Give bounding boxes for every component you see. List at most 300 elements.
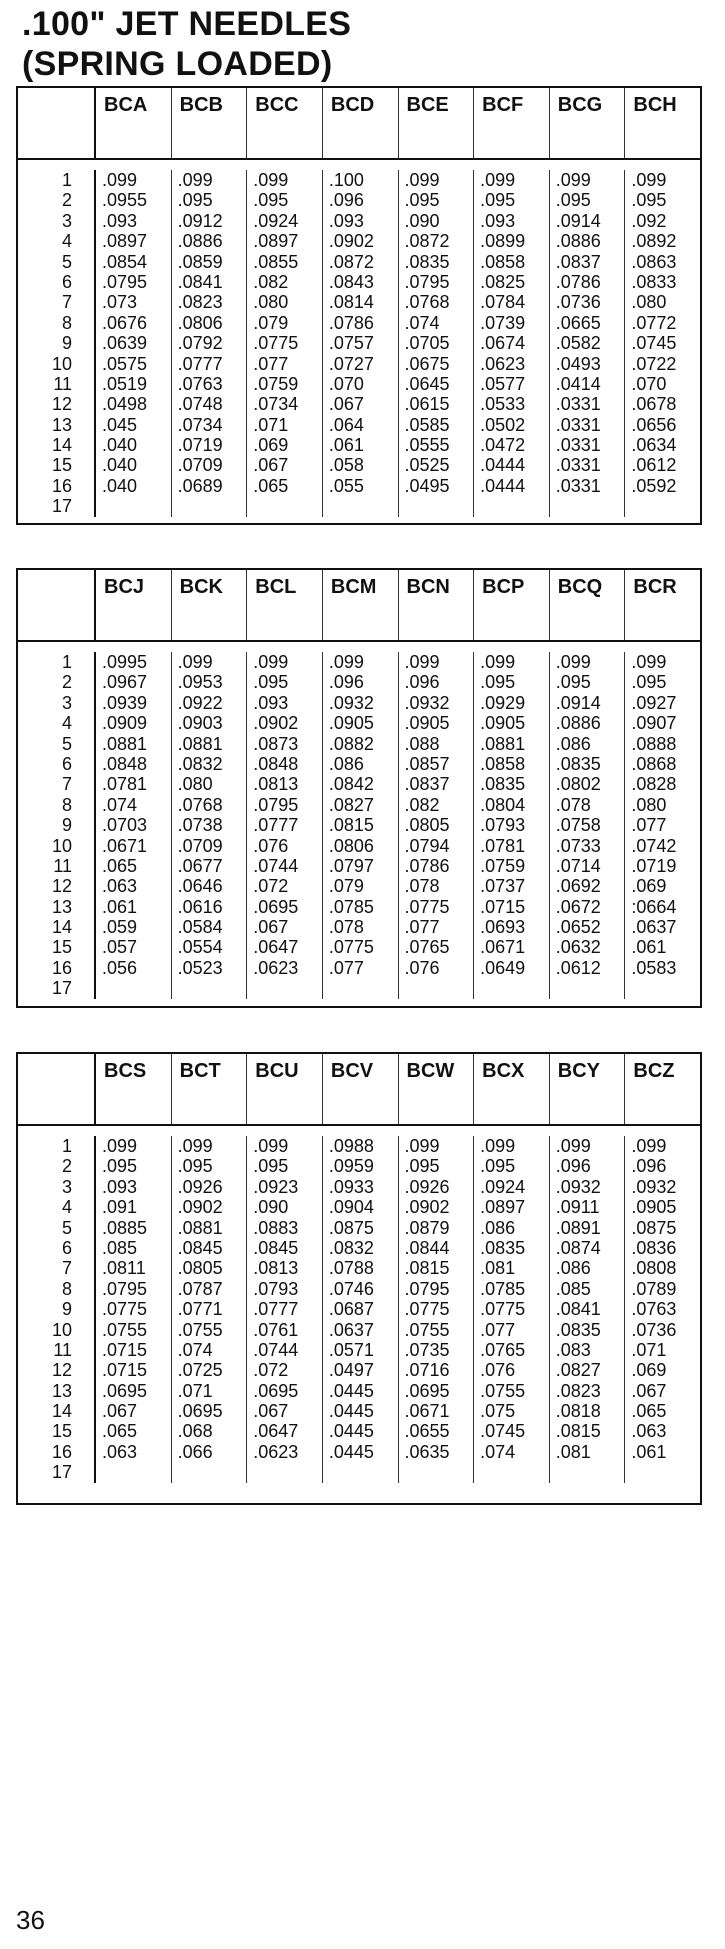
table-cell: .055 xyxy=(328,475,364,496)
table-cell: .0808 xyxy=(631,1258,677,1279)
data-column xyxy=(474,1136,550,1483)
data-column xyxy=(625,170,700,517)
column-header: BCD xyxy=(323,88,399,158)
table-cell: .0815 xyxy=(328,815,374,836)
table-cell: .076 xyxy=(480,1360,516,1381)
table-cell: .0883 xyxy=(253,1217,299,1238)
column-header: BCR xyxy=(633,576,677,598)
table-cell: .0768 xyxy=(404,292,450,313)
table-cell: .0927 xyxy=(631,692,677,713)
table-cell: .071 xyxy=(177,1380,213,1401)
table-cell: .0554 xyxy=(177,937,223,958)
table-cell: .0687 xyxy=(328,1299,374,1320)
table-cell: .065 xyxy=(102,855,138,876)
table-cell: .0823 xyxy=(177,292,223,313)
data-column xyxy=(172,1136,248,1483)
column-header: BCP xyxy=(474,570,550,640)
table-cell: .0785 xyxy=(328,896,374,917)
table-cell: .0792 xyxy=(177,333,223,354)
table-cell: .067 xyxy=(102,1401,138,1422)
table-cell: .063 xyxy=(631,1421,667,1442)
table-cell: .0733 xyxy=(555,835,601,856)
column-header: BCQ xyxy=(550,570,626,640)
table-cell: .056 xyxy=(102,957,138,978)
table-cell: .0714 xyxy=(555,855,601,876)
table-cell: .088 xyxy=(404,733,440,754)
table-cell: .0813 xyxy=(253,774,299,795)
table-cell: .085 xyxy=(555,1278,591,1299)
table-cell: .096 xyxy=(328,672,364,693)
table-cell: .0806 xyxy=(177,312,223,333)
table-cell: .0493 xyxy=(555,353,601,374)
data-column xyxy=(172,652,248,999)
table-cell: .0692 xyxy=(555,876,601,897)
data-column xyxy=(399,170,475,517)
table-cell: .0842 xyxy=(328,774,374,795)
table-cell: .0874 xyxy=(555,1237,601,1258)
table-cell: .067 xyxy=(253,917,289,938)
table-cell: .0695 xyxy=(253,896,299,917)
table-cell: .0632 xyxy=(555,937,601,958)
table-cell: .099 xyxy=(480,170,516,190)
table-cell: .0848 xyxy=(253,753,299,774)
table-cell: .0759 xyxy=(253,373,299,394)
table-cell: .0715 xyxy=(102,1360,148,1381)
table-cell: .0742 xyxy=(631,835,677,856)
table-cell: .095 xyxy=(253,190,289,211)
column-header: BCZ xyxy=(633,1060,675,1082)
table-cell xyxy=(323,496,398,516)
table-cell: .0768 xyxy=(177,794,223,815)
table-cell: .0795 xyxy=(102,1278,148,1299)
table-cell: .069 xyxy=(631,1360,667,1381)
table-cell: .066 xyxy=(177,1441,213,1462)
table-cell: .0923 xyxy=(253,1176,299,1197)
row-number: 3 xyxy=(61,210,72,231)
table-cell: .0833 xyxy=(631,271,677,292)
table-cell: .0763 xyxy=(631,1299,677,1320)
table-cell xyxy=(96,978,171,998)
table-cell: .065 xyxy=(253,475,289,496)
table-cell: .0843 xyxy=(328,271,374,292)
table-cell: .0525 xyxy=(404,455,450,476)
table-cell: .0727 xyxy=(328,353,374,374)
row-number: 6 xyxy=(61,753,72,774)
table-cell: .0859 xyxy=(177,251,223,272)
table-cell: .0781 xyxy=(102,774,148,795)
row-number: 17 xyxy=(51,496,72,517)
table-cell: .0872 xyxy=(404,231,450,252)
table-cell xyxy=(550,978,625,998)
table-cell: .0932 xyxy=(555,1176,601,1197)
table-cell: .0612 xyxy=(631,455,677,476)
table-cell: .0837 xyxy=(555,251,601,272)
table-cell: .0835 xyxy=(555,753,601,774)
table-cell: .0886 xyxy=(555,231,601,252)
table-cell: .0755 xyxy=(177,1319,223,1340)
row-number: 14 xyxy=(51,917,72,938)
table-cell: .0955 xyxy=(102,190,148,211)
row-number: 2 xyxy=(61,672,72,693)
table-cell: .0828 xyxy=(631,774,677,795)
table-cell: .0788 xyxy=(328,1258,374,1279)
table-cell: .0922 xyxy=(177,692,223,713)
column-header: BCS xyxy=(96,1054,172,1124)
table-cell: .086 xyxy=(328,753,364,774)
table-cell: .099 xyxy=(253,652,289,672)
table-cell xyxy=(399,1462,474,1482)
table-cell: .0835 xyxy=(404,251,450,272)
table-cell: .061 xyxy=(328,435,364,456)
table-cell: .0623 xyxy=(480,353,526,374)
table-cell: .095 xyxy=(555,672,591,693)
data-column xyxy=(474,652,550,999)
table-cell: .093 xyxy=(253,692,289,713)
table-cell: .0926 xyxy=(404,1176,450,1197)
row-number: 9 xyxy=(61,815,72,836)
table-cell: .0738 xyxy=(177,815,223,836)
table-header xyxy=(18,1054,700,1126)
row-number: 8 xyxy=(61,794,72,815)
column-header: BCW xyxy=(399,1054,475,1124)
table-cell: .095 xyxy=(404,1156,440,1177)
column-header: BCF xyxy=(474,88,550,158)
row-number: 10 xyxy=(51,835,72,856)
row-number: 6 xyxy=(61,271,72,292)
table-cell: .0789 xyxy=(631,1278,677,1299)
table-cell: .0665 xyxy=(555,312,601,333)
table-cell: .0748 xyxy=(177,394,223,415)
table-cell: .0888 xyxy=(631,733,677,754)
table-cell: .0444 xyxy=(480,455,526,476)
table-cell: .0837 xyxy=(404,774,450,795)
table-cell: .0902 xyxy=(177,1197,223,1218)
row-number: 4 xyxy=(61,231,72,252)
row-number: 2 xyxy=(61,1156,72,1177)
row-number: 16 xyxy=(51,1441,72,1462)
table-cell: .0786 xyxy=(555,271,601,292)
table-cell: .0875 xyxy=(631,1217,677,1238)
data-column xyxy=(96,170,172,517)
data-column xyxy=(247,170,323,517)
table-cell: .0858 xyxy=(480,251,526,272)
table-cell: .081 xyxy=(555,1441,591,1462)
data-column xyxy=(323,1136,399,1483)
table-cell: .0623 xyxy=(253,1441,299,1462)
table-cell: .0645 xyxy=(404,373,450,394)
table-cell: .0703 xyxy=(102,815,148,836)
row-number-column xyxy=(18,1136,96,1483)
column-header: BCH xyxy=(633,94,677,116)
table-cell: .095 xyxy=(404,190,440,211)
column-header: BCM xyxy=(323,570,399,640)
table-cell: .090 xyxy=(404,210,440,231)
table-cell: .0813 xyxy=(253,1258,299,1279)
table-cell: .0639 xyxy=(102,333,148,354)
table-cell: .0804 xyxy=(480,794,526,815)
table-cell: .0932 xyxy=(404,692,450,713)
table-cell: .0781 xyxy=(480,835,526,856)
table-cell: .0905 xyxy=(480,713,526,734)
table-cell: .0911 xyxy=(555,1197,600,1218)
table-cell: .0881 xyxy=(480,733,526,754)
jet-needle-table-2 xyxy=(16,568,702,1008)
table-cell: .069 xyxy=(631,876,667,897)
table-cell: .0775 xyxy=(253,333,299,354)
table-cell: .0832 xyxy=(328,1237,374,1258)
table-cell: .0912 xyxy=(177,210,223,231)
table-cell: .0897 xyxy=(102,231,148,252)
table-cell: .0695 xyxy=(404,1380,450,1401)
table-cell: .0719 xyxy=(177,435,223,456)
table-cell: .099 xyxy=(253,170,289,190)
row-number: 15 xyxy=(51,937,72,958)
table-cell: .064 xyxy=(328,414,364,435)
table-cell: .0616 xyxy=(177,896,223,917)
table-cell: .086 xyxy=(555,733,591,754)
table-cell: .0905 xyxy=(328,713,374,734)
row-number: 12 xyxy=(51,394,72,415)
table-cell: .076 xyxy=(253,835,289,856)
table-cell: .077 xyxy=(253,353,289,374)
row-number: 10 xyxy=(51,1319,72,1340)
table-cell: .0914 xyxy=(555,210,601,231)
table-cell: .0848 xyxy=(102,753,148,774)
table-cell: .095 xyxy=(480,190,516,211)
table-cell: .099 xyxy=(177,652,213,672)
table-cell: .0924 xyxy=(253,210,299,231)
table-cell: .0755 xyxy=(480,1380,526,1401)
row-number: 9 xyxy=(61,333,72,354)
table-cell: .0623 xyxy=(253,957,299,978)
table-cell: .0988 xyxy=(328,1136,374,1156)
table-cell: .0761 xyxy=(253,1319,299,1340)
table-cell: .0775 xyxy=(404,896,450,917)
table-cell: .0932 xyxy=(328,692,374,713)
table-cell: .0793 xyxy=(480,815,526,836)
row-number: 6 xyxy=(61,1237,72,1258)
page-title xyxy=(22,4,351,84)
table-cell: .095 xyxy=(555,190,591,211)
column-header: BCV xyxy=(323,1054,399,1124)
table-cell: .095 xyxy=(631,672,667,693)
table-cell: .0795 xyxy=(102,271,148,292)
table-cell: .074 xyxy=(177,1339,213,1360)
table-cell: .0903 xyxy=(177,713,223,734)
table-cell xyxy=(474,978,549,998)
table-cell: .0777 xyxy=(253,1299,299,1320)
table-cell: .0832 xyxy=(177,753,223,774)
table-cell: .0519 xyxy=(102,373,148,394)
table-cell: .0929 xyxy=(480,692,526,713)
table-cell: .0615 xyxy=(404,394,450,415)
column-header: BCC xyxy=(247,88,323,158)
row-number: 1 xyxy=(61,1136,72,1156)
table-cell: .0647 xyxy=(253,1421,299,1442)
table-cell: .0678 xyxy=(631,394,677,415)
row-number: 12 xyxy=(51,1360,72,1381)
table-cell: .073 xyxy=(102,292,138,313)
table-cell: .067 xyxy=(328,394,364,415)
table-cell: :0664 xyxy=(631,896,677,917)
table-cell: .0737 xyxy=(480,876,526,897)
table-cell xyxy=(172,496,247,516)
table-cell: .068 xyxy=(177,1421,213,1442)
table-cell: .0695 xyxy=(177,1401,223,1422)
table-cell: .077 xyxy=(328,957,364,978)
table-cell: .0892 xyxy=(631,231,677,252)
table-cell xyxy=(550,1462,625,1482)
table-cell: .0709 xyxy=(177,455,223,476)
table-cell: .0765 xyxy=(404,937,450,958)
row-number: 5 xyxy=(61,733,72,754)
table-cell: .091 xyxy=(102,1197,138,1218)
table-cell: .071 xyxy=(631,1339,667,1360)
row-number: 9 xyxy=(61,1299,72,1320)
row-number: 3 xyxy=(61,1176,72,1197)
table-cell: .099 xyxy=(480,1136,516,1156)
row-number: 17 xyxy=(51,978,72,999)
table-cell: .0904 xyxy=(328,1197,374,1218)
row-number: 4 xyxy=(61,713,72,734)
data-column xyxy=(96,652,172,999)
table-cell xyxy=(247,978,322,998)
table-cell: .0695 xyxy=(102,1380,148,1401)
table-cell xyxy=(399,978,474,998)
table-cell: .0814 xyxy=(328,292,374,313)
title-line-2: (SPRING LOADED) xyxy=(22,45,333,83)
table-cell: .090 xyxy=(253,1197,289,1218)
table-cell: .0787 xyxy=(177,1278,223,1299)
table-cell: .072 xyxy=(253,876,289,897)
table-cell xyxy=(172,1462,247,1482)
table-cell: .0677 xyxy=(177,855,223,876)
table-cell xyxy=(625,978,700,998)
table-cell: .0795 xyxy=(404,1278,450,1299)
table-cell: .0757 xyxy=(328,333,374,354)
table-cell: .083 xyxy=(555,1339,591,1360)
row-number: 2 xyxy=(61,190,72,211)
table-cell: .099 xyxy=(404,170,440,190)
table-cell: .0734 xyxy=(177,414,223,435)
table-cell: .0886 xyxy=(555,713,601,734)
table-cell: .099 xyxy=(555,1136,591,1156)
table-cell: .077 xyxy=(404,917,440,938)
table-cell: .0755 xyxy=(102,1319,148,1340)
table-cell xyxy=(474,496,549,516)
table-cell: .071 xyxy=(253,414,289,435)
table-cell: .0695 xyxy=(253,1380,299,1401)
table-cell: .0795 xyxy=(404,271,450,292)
table-cell: .0498 xyxy=(102,394,148,415)
table-cell: .0722 xyxy=(631,353,677,374)
column-header: BCX xyxy=(474,1054,550,1124)
table-cell: .0805 xyxy=(177,1258,223,1279)
table-cell: .0634 xyxy=(631,435,677,456)
table-cell: .095 xyxy=(631,190,667,211)
table-cell: .096 xyxy=(328,190,364,211)
table-cell: .0755 xyxy=(404,1319,450,1340)
table-cell: .069 xyxy=(253,435,289,456)
table-cell xyxy=(247,496,322,516)
column-header: BCE xyxy=(399,88,475,158)
table-cell: .099 xyxy=(555,652,591,672)
data-column xyxy=(550,652,626,999)
table-cell: .0649 xyxy=(480,957,526,978)
table-cell: .0775 xyxy=(480,1299,526,1320)
table-cell: .0734 xyxy=(253,394,299,415)
table-header xyxy=(18,88,700,160)
data-column xyxy=(625,652,700,999)
table-cell: .099 xyxy=(631,170,667,190)
table-cell: .0905 xyxy=(404,713,450,734)
table-cell: .079 xyxy=(253,312,289,333)
table-cell: .0637 xyxy=(631,917,677,938)
table-cell: .0914 xyxy=(555,692,601,713)
table-cell: .0905 xyxy=(631,1197,677,1218)
table-body xyxy=(18,642,700,999)
table-cell: .0885 xyxy=(102,1217,148,1238)
table-cell: .0745 xyxy=(480,1421,526,1442)
table-cell: .080 xyxy=(631,292,667,313)
table-cell: .0575 xyxy=(102,353,148,374)
table-cell: .0902 xyxy=(253,713,299,734)
table-cell: .099 xyxy=(631,1136,667,1156)
table-cell: .0693 xyxy=(480,917,526,938)
row-number: 11 xyxy=(53,1339,72,1360)
table-cell: .0671 xyxy=(102,835,148,856)
table-cell: .065 xyxy=(102,1421,138,1442)
table-cell: .0676 xyxy=(102,312,148,333)
column-header: BCU xyxy=(247,1054,323,1124)
table-cell: .0736 xyxy=(555,292,601,313)
table-cell: .0835 xyxy=(480,774,526,795)
data-column xyxy=(323,652,399,999)
table-cell xyxy=(625,1462,700,1482)
table-cell: .099 xyxy=(177,1136,213,1156)
data-column xyxy=(550,170,626,517)
table-cell: .063 xyxy=(102,1441,138,1462)
jet-needle-table-1 xyxy=(16,86,702,525)
column-header: BCG xyxy=(550,88,626,158)
table-cell: .0612 xyxy=(555,957,601,978)
table-cell: .0995 xyxy=(102,652,148,672)
row-number-column xyxy=(18,652,96,999)
table-cell: .0331 xyxy=(555,435,601,456)
table-cell xyxy=(550,496,625,516)
table-cell: .085 xyxy=(102,1237,138,1258)
table-cell: .0775 xyxy=(328,937,374,958)
row-number: 4 xyxy=(61,1197,72,1218)
table-cell: .080 xyxy=(631,794,667,815)
table-cell: .081 xyxy=(480,1258,516,1279)
table-cell: .0806 xyxy=(328,835,374,856)
table-cell: .082 xyxy=(253,271,289,292)
table-cell: .0671 xyxy=(480,937,526,958)
table-cell: .070 xyxy=(631,373,667,394)
table-cell: .0758 xyxy=(555,815,601,836)
row-label-header xyxy=(18,88,96,158)
table-cell: .0445 xyxy=(328,1380,374,1401)
row-number: 7 xyxy=(61,292,72,313)
table-cell: .0879 xyxy=(404,1217,450,1238)
table-cell: .0584 xyxy=(177,917,223,938)
table-cell: .0655 xyxy=(404,1421,450,1442)
table-cell: .099 xyxy=(102,1136,138,1156)
table-cell: .0835 xyxy=(555,1319,601,1340)
table-cell: .086 xyxy=(480,1217,516,1238)
table-cell: .0744 xyxy=(253,1339,299,1360)
